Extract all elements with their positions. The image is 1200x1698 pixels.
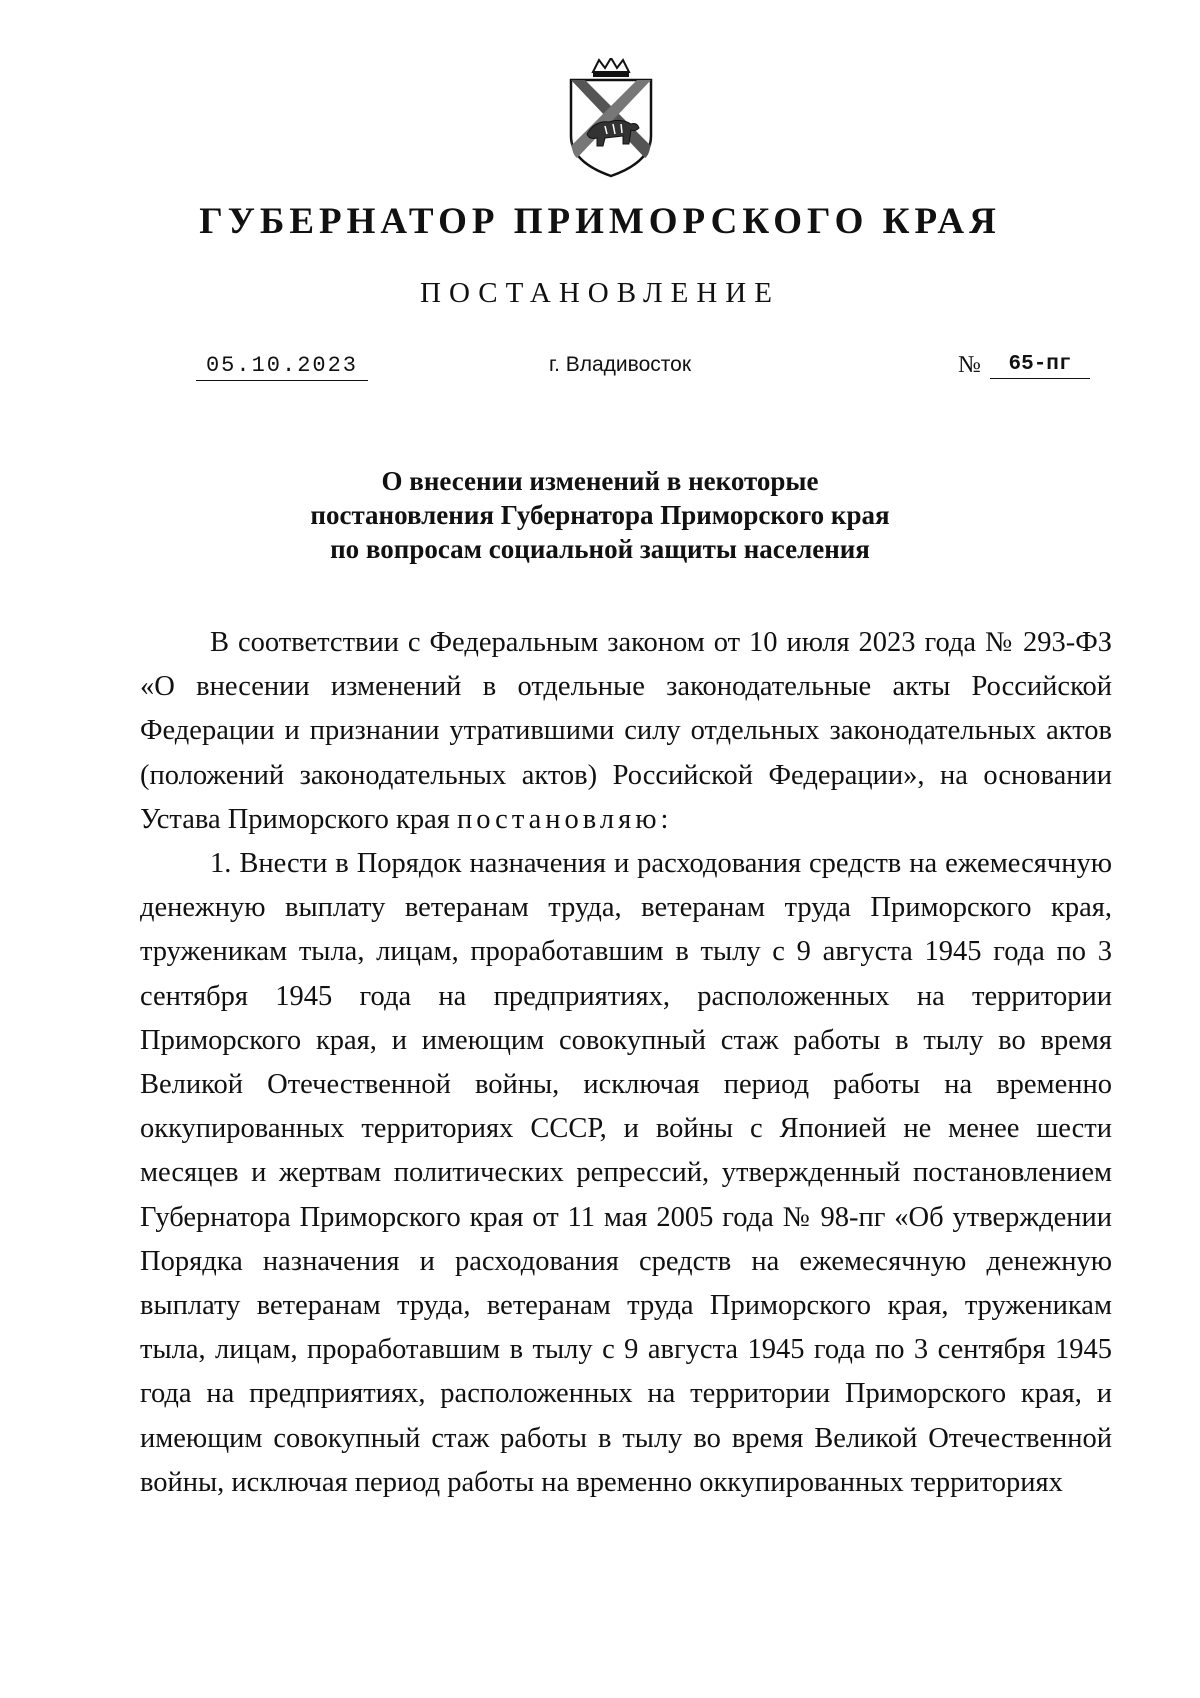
document-body <box>140 621 1112 1505</box>
preamble-paragraph <box>140 621 1112 842</box>
title-line: О внесении изменений в некоторые <box>381 466 819 496</box>
title-line: по вопросам социальной защиты населения <box>330 534 870 564</box>
authority-heading: ГУБЕРНАТОР ПРИМОРСКОГО КРАЯ <box>199 201 1001 242</box>
preamble-tail: : <box>660 803 669 835</box>
title-line: постановления Губернатора Приморского края <box>310 500 890 530</box>
clause-paragraph: 1. Внести в Порядок назначения и расходования средств на ежемесячную денежную выплату ветеранам труда, ветеранам труда Приморского края, труженикам тыла, лицам, проработавшим в тылу с 9 августа 1945 года по 3 сентября 1945 года на предприятиях, расположенных на территории Приморского края, и имеющим совокупный стаж работы в тылу во время Великой Отечественной войны, исключая период работы на временно оккупированных территориях СССР, и войны с Японией не менее шести месяцев и жертвам политических репрессий, утвержденный постановлением Губернатора Приморского края от 11 мая 2005 года № 98-пг «Об утверждении Порядка назначения и расходования средств на ежемесячную денежную выплату ветеранам труда, ветеранам труда Приморского края, труженикам тыла, лицам, проработавшим в тылу с 9 августа 1945 года по 3 сентября 1945 года на предприятиях, расположенных на территории Приморского края, и имеющим совокупный стаж работы в тылу во время Великой Отечественной войны, исключая период работы на временно оккупированных территориях <box>140 848 1112 1498</box>
document-number: 65-пг <box>990 353 1090 379</box>
coat-of-arms-icon <box>565 58 657 178</box>
document-type-heading: ПОСТАНОВЛЕНИЕ <box>420 277 780 309</box>
document-number-label: № <box>958 352 981 378</box>
document-date: 05.10.2023 <box>196 353 368 381</box>
decree-keyword: постановляю <box>456 803 661 835</box>
document-city: г. Владивосток <box>548 353 692 376</box>
preamble-text: В соответствии с Федеральным законом от 10 июля 2023 года № 293-ФЗ «О внесении изменений в отдельные законодательные акты Российской Федерации и признании утратившими силу отдельных законодательных актов (положений законодательных актов) Российской Федерации», на основании Устава Приморского края <box>140 627 1112 835</box>
document-title <box>200 464 1000 566</box>
